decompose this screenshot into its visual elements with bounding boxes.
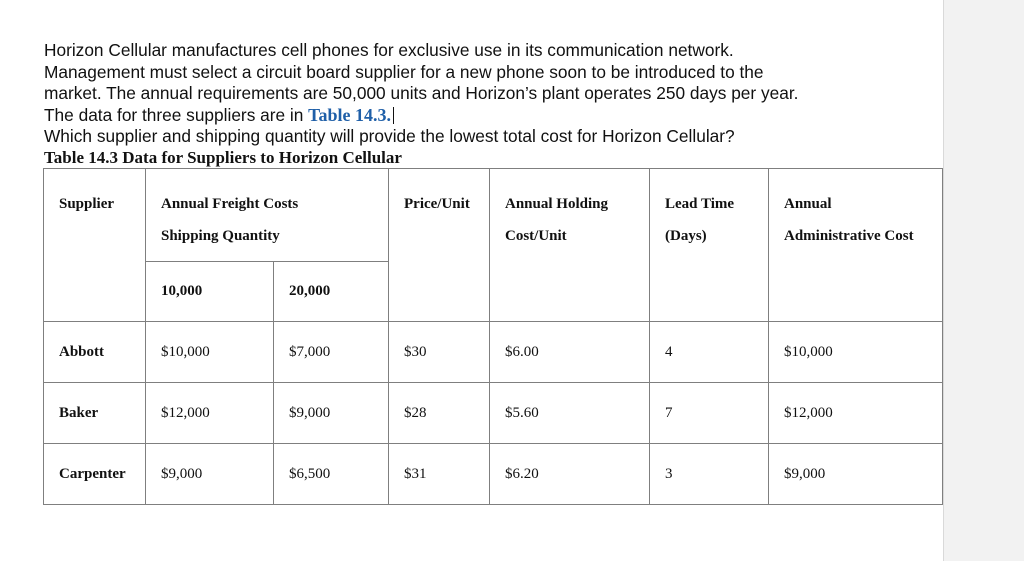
cell-price: $30 <box>389 322 490 383</box>
problem-line-2: Management must select a circuit board supplier for a new phone soon to be introduced to the <box>44 61 764 82</box>
header-admin-line2: Administrative Cost <box>784 228 914 244</box>
header-supplier-label: Supplier <box>59 196 115 212</box>
problem-line-3: market. The annual requirements are 50,000 units and Horizon’s plant operates 250 days per year. <box>44 83 799 103</box>
cell-freight-10000: $12,000 <box>146 383 274 444</box>
header-lead-label <box>665 169 768 245</box>
cell-supplier: Abbott <box>44 322 146 383</box>
cell-lead-time: 7 <box>650 383 769 444</box>
cell-price: $31 <box>389 444 490 505</box>
header-price-label: Price/Unit <box>404 196 470 212</box>
header-freight-label <box>161 169 388 245</box>
cell-lead-time: 3 <box>650 444 769 505</box>
header-freight <box>146 169 389 262</box>
cell-holding: $6.20 <box>490 444 650 505</box>
table-row <box>44 383 943 444</box>
cell-supplier: Carpenter <box>44 444 146 505</box>
header-lead-line1: Lead Time <box>665 196 735 212</box>
problem-line-4-text: The data for three suppliers are in <box>44 104 309 125</box>
cell-freight-10000: $9,000 <box>146 444 274 505</box>
cell-lead-time: 4 <box>650 322 769 383</box>
cell-holding: $5.60 <box>490 383 650 444</box>
header-holding-line1: Annual Holding <box>505 196 608 212</box>
table-reference-suffix: . <box>386 104 392 125</box>
cell-admin-cost: $10,000 <box>769 322 943 383</box>
header-admin-line1: Annual <box>784 196 832 212</box>
cell-admin-cost: $12,000 <box>769 383 943 444</box>
header-lead-line2: (Days) <box>665 228 707 244</box>
header-supplier <box>44 169 146 322</box>
cell-holding: $6.00 <box>490 322 650 383</box>
window-side-margin <box>943 0 1024 561</box>
cell-freight-20000: $6,500 <box>274 444 389 505</box>
header-admin-label <box>784 169 942 245</box>
supplier-table <box>43 168 943 505</box>
problem-line-4 <box>44 105 924 127</box>
table-header-row <box>44 169 943 262</box>
cell-admin-cost: $9,000 <box>769 444 943 505</box>
problem-text <box>44 40 924 148</box>
header-price <box>389 169 490 322</box>
question-line: Which supplier and shipping quantity will provide the lowest total cost for Horizon Cellular? <box>44 126 735 146</box>
text-cursor <box>393 107 394 124</box>
header-holding <box>490 169 650 322</box>
header-admin-cost <box>769 169 943 322</box>
header-holding-line2: Cost/Unit <box>505 228 567 244</box>
header-qty-10000: 10,000 <box>146 262 274 322</box>
table-caption: Table 14.3 Data for Suppliers to Horizon Cellular <box>44 148 402 167</box>
cell-freight-10000: $10,000 <box>146 322 274 383</box>
header-holding-label <box>505 169 649 245</box>
cell-supplier: Baker <box>44 383 146 444</box>
table-row <box>44 322 943 383</box>
problem-line-1: Horizon Cellular manufactures cell phones for exclusive use in its communication network. <box>44 40 734 60</box>
header-freight-line1: Annual Freight Costs <box>161 196 299 212</box>
header-lead-time <box>650 169 769 322</box>
table-row <box>44 444 943 505</box>
header-freight-line2: Shipping Quantity <box>161 228 280 244</box>
cell-freight-20000: $7,000 <box>274 322 389 383</box>
table-reference-link[interactable]: Table 14.3 <box>308 104 387 125</box>
header-qty-20000: 20,000 <box>274 262 389 322</box>
cell-price: $28 <box>389 383 490 444</box>
cell-freight-20000: $9,000 <box>274 383 389 444</box>
